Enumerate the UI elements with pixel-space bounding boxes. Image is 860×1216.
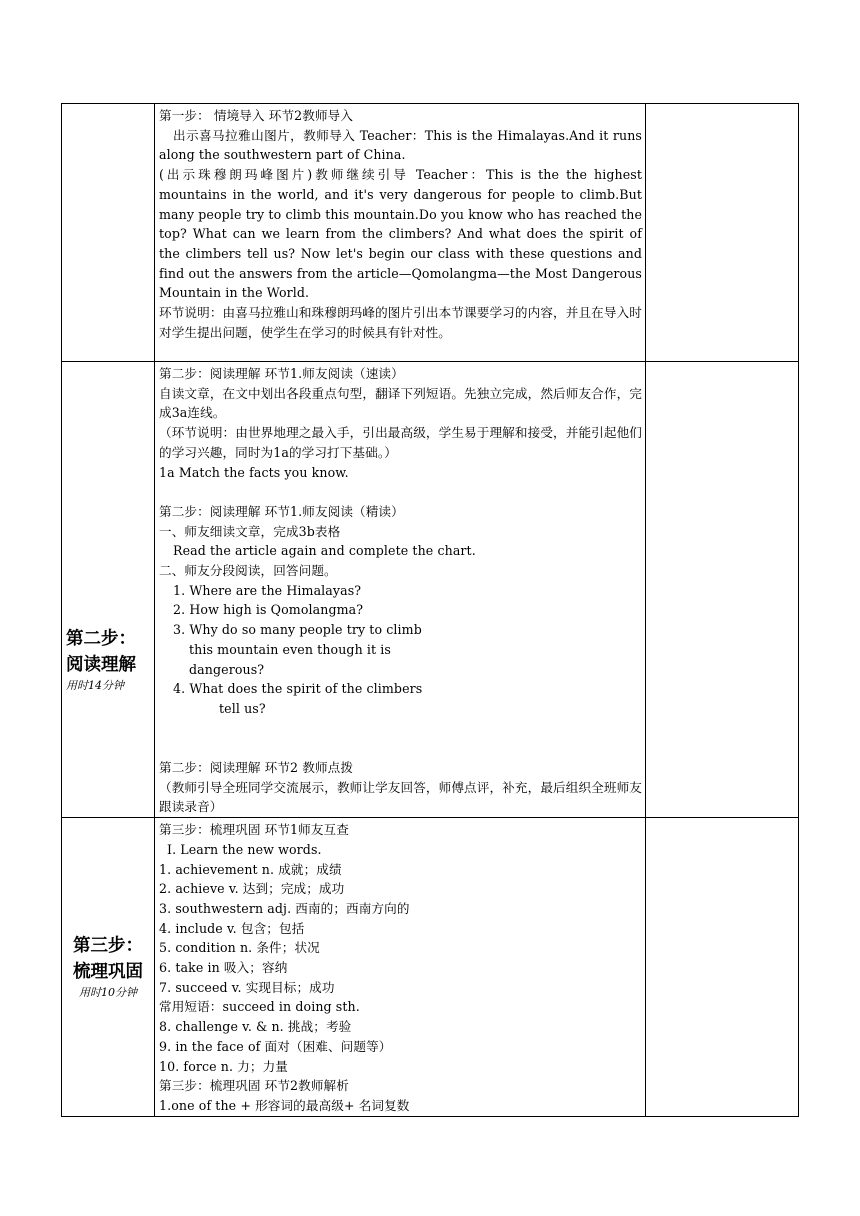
- paragraph: 一、师友细读文章，完成3b表格: [159, 523, 341, 539]
- table-row: [62, 104, 799, 362]
- stage-cell: [62, 362, 155, 818]
- paragraph: 自读文章，在文中划出各段重点句型，翻译下列短语。先独立完成，然后师友合作，完成3a连线。: [159, 385, 642, 421]
- list-item: 4. What does the spirit of the climbers: [173, 681, 423, 697]
- step-heading: 第三步：梳理巩固 环节2教师解析: [159, 1078, 349, 1094]
- stage-time: 用时10分钟: [79, 985, 137, 999]
- vocab-item: 4. include v. 包含；包括: [159, 920, 305, 936]
- paragraph: 1a Match the facts you know.: [159, 464, 349, 480]
- phrase-note: 常用短语：succeed in doing sth.: [159, 999, 360, 1015]
- table-row: [62, 362, 799, 818]
- content-cell: [155, 362, 646, 818]
- content-cell: [155, 818, 646, 1117]
- paragraph: Read the article again and complete the chart.: [173, 543, 476, 559]
- vocab-item: 7. succeed v. 实现目标；成功: [159, 979, 335, 995]
- notes-cell: [646, 818, 799, 1117]
- content-cell: [155, 104, 646, 362]
- step-heading: 第二步：阅读理解 环节2 教师点拨: [159, 760, 354, 776]
- stage-title: 第三步：: [73, 935, 143, 956]
- grammar-point: 1.one of the + 形容词的最高级+ 名词复数: [159, 1097, 410, 1113]
- vocab-item: 5. condition n. 条件；状况: [159, 940, 320, 956]
- step-heading: 第三步：梳理巩固 环节1师友互查: [159, 822, 349, 838]
- paragraph: 出示喜马拉雅山图片，教师导入 Teacher：This is the Himalayas.And it runs along the southwestern part of China.: [159, 127, 642, 163]
- note-paragraph: （教师引导全班同学交流展示，教师让学友回答，师傅点评，补充，最后组织全班师友跟读录音）: [159, 779, 642, 815]
- notes-cell: [646, 362, 799, 818]
- stage-title: 第二步：: [66, 628, 136, 649]
- vocab-item: 1. achievement n. 成就；成绩: [159, 861, 342, 877]
- vocab-item: 3. southwestern adj. 西南的；西南方向的: [159, 900, 410, 916]
- vocab-item: 2. achieve v. 达到；完成；成功: [159, 881, 345, 897]
- note-paragraph: 环节说明：由喜马拉雅山和珠穆朗玛峰的图片引出本节课要学习的内容，并且在导入时对学生提出问题，使学生在学习的时候具有针对性。: [159, 305, 642, 340]
- list-item: dangerous?: [189, 661, 265, 677]
- paragraph: I. Learn the new words.: [167, 841, 322, 857]
- notes-cell: [646, 104, 799, 362]
- vocab-item: 9. in the face of 面对（困难、问题等）: [159, 1038, 392, 1054]
- vocab-item: 6. take in 吸入；容纳: [159, 960, 288, 976]
- list-item: tell us?: [219, 700, 266, 716]
- vocab-item: 8. challenge v. & n. 挑战；考验: [159, 1019, 352, 1035]
- step-heading: 第二步：阅读理解 环节1.师友阅读（精读）: [159, 503, 404, 519]
- list-item: this mountain even though it is: [189, 641, 391, 657]
- list-item: 2. How high is Qomolangma?: [173, 602, 364, 618]
- table-row: [62, 818, 799, 1117]
- paragraph: 二、师友分段阅读，回答问题。: [159, 563, 337, 579]
- step-heading: 第二步：阅读理解 环节1.师友阅读（速读）: [159, 366, 404, 381]
- vocab-item: 10. force n. 力；力量: [159, 1058, 288, 1074]
- stage-cell: [62, 818, 155, 1117]
- stage-time: 用时14分钟: [66, 678, 124, 692]
- list-item: 3. Why do so many people try to climb: [173, 622, 422, 638]
- stage-cell: [62, 104, 155, 362]
- stage-title: 阅读理解: [66, 654, 136, 675]
- step-heading: 第一步： 情境导入 环节2教师导入: [159, 108, 354, 123]
- list-item: 1. Where are the Himalayas?: [173, 582, 362, 598]
- stage-title: 梳理巩固: [73, 961, 143, 982]
- paragraph: (出示珠穆朗玛峰图片)教师继续引导 Teacher：This is the the highest mountains in the world, and it's very dangerous for people to climb.But many people try to climb this mountain.Do you know who has reached the top? What can we learn from the climbers? And what does the spirit of the climbers tell us? Now let's begin our class with these questions and find out the answers from the article—Qomolangma—the Most Dangerous Mountain in the World.: [159, 167, 642, 301]
- lesson-plan-table: [61, 103, 799, 1117]
- note-paragraph: （环节说明：由世界地理之最入手，引出最高级，学生易于理解和接受，并能引起他们的学习兴趣，同时为1a的学习打下基础。）: [159, 425, 642, 460]
